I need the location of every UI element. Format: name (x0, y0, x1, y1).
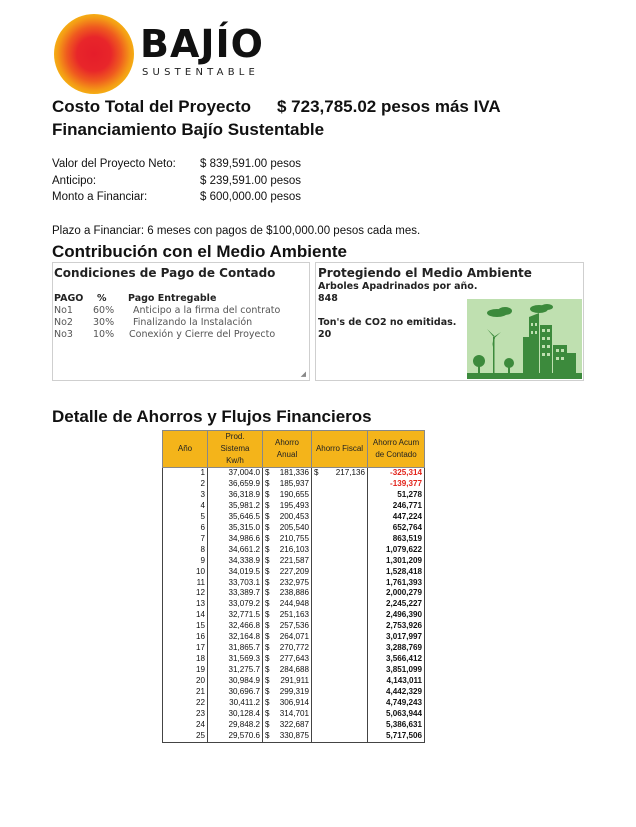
cost-value: $ 723,785.02 pesos más IVA (277, 97, 501, 116)
cell-year: 3 (163, 490, 208, 501)
payment-box-title: Condiciones de Pago de Contado (54, 266, 276, 280)
cell-fiscal (312, 588, 368, 599)
summary-value-1: $ 839,591.00 pesos (200, 158, 302, 170)
cell-acum: 5,386,631 (368, 720, 425, 731)
payment-row-2-desc: Finalizando la Instalación (133, 317, 253, 328)
table-row (163, 501, 425, 512)
cell-year: 23 (163, 709, 208, 720)
col-header-ahorro: Ahorro Anual (263, 431, 312, 468)
cell-year: 4 (163, 501, 208, 512)
green-city-illustration (467, 299, 582, 379)
cell-ahorro: $ 284,688 (263, 665, 312, 676)
cell-year: 12 (163, 588, 208, 599)
cell-year: 6 (163, 523, 208, 534)
cell-acum: 2,245,227 (368, 599, 425, 610)
table-row (163, 731, 425, 742)
cell-year: 25 (163, 731, 208, 742)
cell-fiscal (312, 731, 368, 742)
payment-row-3-no: No3 (54, 329, 73, 340)
col-header-prod: Prod. Sistema Kw/h (208, 431, 263, 468)
cell-prod: 34,019.5 (208, 567, 263, 578)
cell-year: 22 (163, 698, 208, 709)
col-header-acum: Ahorro Acum de Contado (368, 431, 425, 468)
cost-label: Costo Total del Proyecto (52, 97, 251, 116)
cell-ahorro: $ 200,453 (263, 512, 312, 523)
cell-ahorro: $ 210,755 (263, 534, 312, 545)
cell-acum: 3,851,099 (368, 665, 425, 676)
cell-prod: 35,981.2 (208, 501, 263, 512)
cell-acum: 447,224 (368, 512, 425, 523)
table-row (163, 490, 425, 501)
cell-ahorro: $ 195,493 (263, 501, 312, 512)
cell-year: 5 (163, 512, 208, 523)
cell-year: 17 (163, 643, 208, 654)
cell-acum: 2,000,279 (368, 588, 425, 599)
financial-table (162, 430, 425, 743)
cell-acum: 246,771 (368, 501, 425, 512)
cell-acum: 1,528,418 (368, 567, 425, 578)
cell-prod: 33,079.2 (208, 599, 263, 610)
cell-ahorro: $ 181,336 (263, 468, 312, 479)
logo-sun-icon (54, 14, 134, 94)
cell-ahorro: $ 277,643 (263, 654, 312, 665)
cell-ahorro: $ 291,911 (263, 676, 312, 687)
cell-prod: 31,275.7 (208, 665, 263, 676)
summary-label-3: Monto a Financiar: (52, 191, 148, 203)
payment-row-3-pct: 10% (93, 329, 115, 340)
cell-prod: 32,164.8 (208, 632, 263, 643)
cell-ahorro: $ 314,701 (263, 709, 312, 720)
cell-year: 13 (163, 599, 208, 610)
cell-prod: 30,411.2 (208, 698, 263, 709)
cell-acum: 2,753,926 (368, 621, 425, 632)
cell-fiscal (312, 665, 368, 676)
plazo-text: Plazo a Financiar: 6 meses con pagos de $100,000.00 pesos cada mes. (52, 225, 421, 237)
payment-row-2-no: No2 (54, 317, 73, 328)
cell-prod: 30,984.9 (208, 676, 263, 687)
table-row (163, 687, 425, 698)
payment-row-1-desc: Anticipo a la firma del contrato (133, 305, 281, 316)
env-title: Contribución con el Medio Ambiente (52, 242, 347, 261)
brand-tagline: SUSTENTABLE (142, 67, 260, 78)
cell-year: 7 (163, 534, 208, 545)
cell-fiscal (312, 490, 368, 501)
col-header-year: Año (163, 431, 208, 468)
cell-prod: 34,986.6 (208, 534, 263, 545)
cell-ahorro: $ 257,536 (263, 621, 312, 632)
cell-ahorro: $ 232,975 (263, 578, 312, 589)
payment-row-2-pct: 30% (93, 317, 115, 328)
cell-prod: 34,338.9 (208, 556, 263, 567)
cell-fiscal (312, 479, 368, 490)
cell-year: 1 (163, 468, 208, 479)
cell-acum: 5,063,944 (368, 709, 425, 720)
table-row (163, 556, 425, 567)
cell-prod: 29,570.6 (208, 731, 263, 742)
trees-value: 848 (318, 293, 338, 304)
cell-acum: 4,143,011 (368, 676, 425, 687)
brand-name: BAJÍO (140, 22, 264, 66)
cell-year: 21 (163, 687, 208, 698)
cell-fiscal (312, 545, 368, 556)
cell-year: 20 (163, 676, 208, 687)
cell-acum: 1,761,393 (368, 578, 425, 589)
cell-acum: 4,749,243 (368, 698, 425, 709)
cell-fiscal: $ 217,136 (312, 468, 368, 479)
summary-value-3: $ 600,000.00 pesos (200, 191, 302, 203)
payment-row-3-desc: Conexión y Cierre del Proyecto (129, 329, 276, 340)
cell-fiscal (312, 654, 368, 665)
cell-ahorro: $ 185,937 (263, 479, 312, 490)
cell-ahorro: $ 238,886 (263, 588, 312, 599)
cell-acum: -139,377 (368, 479, 425, 490)
green-city-icon (467, 299, 582, 379)
cell-ahorro: $ 227,209 (263, 567, 312, 578)
payment-conditions-box[interactable] (52, 262, 310, 381)
cell-acum: -325,314 (368, 468, 425, 479)
cell-fiscal (312, 676, 368, 687)
payment-header-pct: % (97, 293, 107, 304)
cell-fiscal (312, 687, 368, 698)
cell-year: 14 (163, 610, 208, 621)
env-box-title: Protegiendo el Medio Ambiente (318, 266, 532, 280)
cell-acum: 863,519 (368, 534, 425, 545)
cell-fiscal (312, 698, 368, 709)
cell-acum: 3,288,769 (368, 643, 425, 654)
cell-year: 19 (163, 665, 208, 676)
table-row (163, 654, 425, 665)
table-row (163, 567, 425, 578)
cell-acum: 3,566,412 (368, 654, 425, 665)
summary-label-1: Valor del Proyecto Neto: (52, 158, 176, 170)
table-row (163, 665, 425, 676)
detail-title: Detalle de Ahorros y Flujos Financieros (52, 407, 372, 426)
cell-prod: 34,661.2 (208, 545, 263, 556)
table-row (163, 709, 425, 720)
cell-prod: 36,318.9 (208, 490, 263, 501)
cell-fiscal (312, 523, 368, 534)
cell-fiscal (312, 621, 368, 632)
payment-row-1-no: No1 (54, 305, 73, 316)
table-row (163, 578, 425, 589)
cell-fiscal (312, 512, 368, 523)
cell-ahorro: $ 190,655 (263, 490, 312, 501)
table-row (163, 621, 425, 632)
cell-prod: 32,771.5 (208, 610, 263, 621)
cell-prod: 30,128.4 (208, 709, 263, 720)
cell-acum: 51,278 (368, 490, 425, 501)
cell-fiscal (312, 709, 368, 720)
cell-ahorro: $ 330,875 (263, 731, 312, 742)
co2-value: 20 (318, 329, 332, 340)
table-row (163, 676, 425, 687)
cell-acum: 2,496,390 (368, 610, 425, 621)
cell-fiscal (312, 501, 368, 512)
table-row (163, 479, 425, 490)
cell-ahorro: $ 322,687 (263, 720, 312, 731)
cell-prod: 36,659.9 (208, 479, 263, 490)
cell-ahorro: $ 216,103 (263, 545, 312, 556)
table-row (163, 632, 425, 643)
cell-prod: 29,848.2 (208, 720, 263, 731)
cell-fiscal (312, 556, 368, 567)
table-row (163, 643, 425, 654)
cell-ahorro: $ 299,319 (263, 687, 312, 698)
cell-ahorro: $ 306,914 (263, 698, 312, 709)
cell-year: 16 (163, 632, 208, 643)
cell-acum: 4,442,329 (368, 687, 425, 698)
cell-fiscal (312, 720, 368, 731)
cell-ahorro: $ 244,948 (263, 599, 312, 610)
cell-year: 11 (163, 578, 208, 589)
cell-year: 18 (163, 654, 208, 665)
summary-value-2: $ 239,591.00 pesos (200, 175, 302, 187)
cell-prod: 35,646.5 (208, 512, 263, 523)
table-row (163, 599, 425, 610)
cell-prod: 37,004.0 (208, 468, 263, 479)
cell-fiscal (312, 599, 368, 610)
cell-acum: 1,301,209 (368, 556, 425, 567)
cell-prod: 33,703.1 (208, 578, 263, 589)
cell-prod: 31,569.3 (208, 654, 263, 665)
table-row (163, 468, 425, 479)
trees-label: Arboles Apadrinados por año. (318, 281, 478, 292)
cell-ahorro: $ 251,163 (263, 610, 312, 621)
cell-year: 10 (163, 567, 208, 578)
cell-acum: 1,079,622 (368, 545, 425, 556)
cell-fiscal (312, 578, 368, 589)
payment-header-entregable: Pago Entregable (128, 293, 217, 304)
cell-ahorro: $ 270,772 (263, 643, 312, 654)
cell-year: 15 (163, 621, 208, 632)
cell-prod: 33,389.7 (208, 588, 263, 599)
cell-ahorro: $ 221,587 (263, 556, 312, 567)
cell-fiscal (312, 632, 368, 643)
table-row (163, 512, 425, 523)
table-row (163, 720, 425, 731)
table-row (163, 588, 425, 599)
cell-prod: 31,865.7 (208, 643, 263, 654)
co2-label: Ton's de CO2 no emitidas. (318, 317, 457, 328)
cell-ahorro: $ 264,071 (263, 632, 312, 643)
cell-ahorro: $ 205,540 (263, 523, 312, 534)
table-row (163, 523, 425, 534)
cell-acum: 5,717,506 (368, 731, 425, 742)
cell-fiscal (312, 610, 368, 621)
cell-prod: 35,315.0 (208, 523, 263, 534)
cell-year: 24 (163, 720, 208, 731)
summary-label-2: Anticipo: (52, 175, 97, 187)
payment-header-pago: PAGO (54, 293, 84, 304)
cell-prod: 32,466.8 (208, 621, 263, 632)
cell-year: 2 (163, 479, 208, 490)
cell-acum: 652,764 (368, 523, 425, 534)
resize-handle-icon[interactable]: ◢ (300, 371, 306, 378)
cell-fiscal (312, 534, 368, 545)
table-row (163, 545, 425, 556)
cell-year: 8 (163, 545, 208, 556)
cell-fiscal (312, 643, 368, 654)
financing-title: Financiamiento Bajío Sustentable (52, 120, 325, 139)
table-row (163, 534, 425, 545)
cell-prod: 30,696.7 (208, 687, 263, 698)
payment-row-1-pct: 60% (93, 305, 115, 316)
table-row (163, 610, 425, 621)
col-header-fiscal: Ahorro Fiscal (312, 431, 368, 468)
cell-fiscal (312, 567, 368, 578)
table-row (163, 698, 425, 709)
cell-year: 9 (163, 556, 208, 567)
cell-acum: 3,017,997 (368, 632, 425, 643)
